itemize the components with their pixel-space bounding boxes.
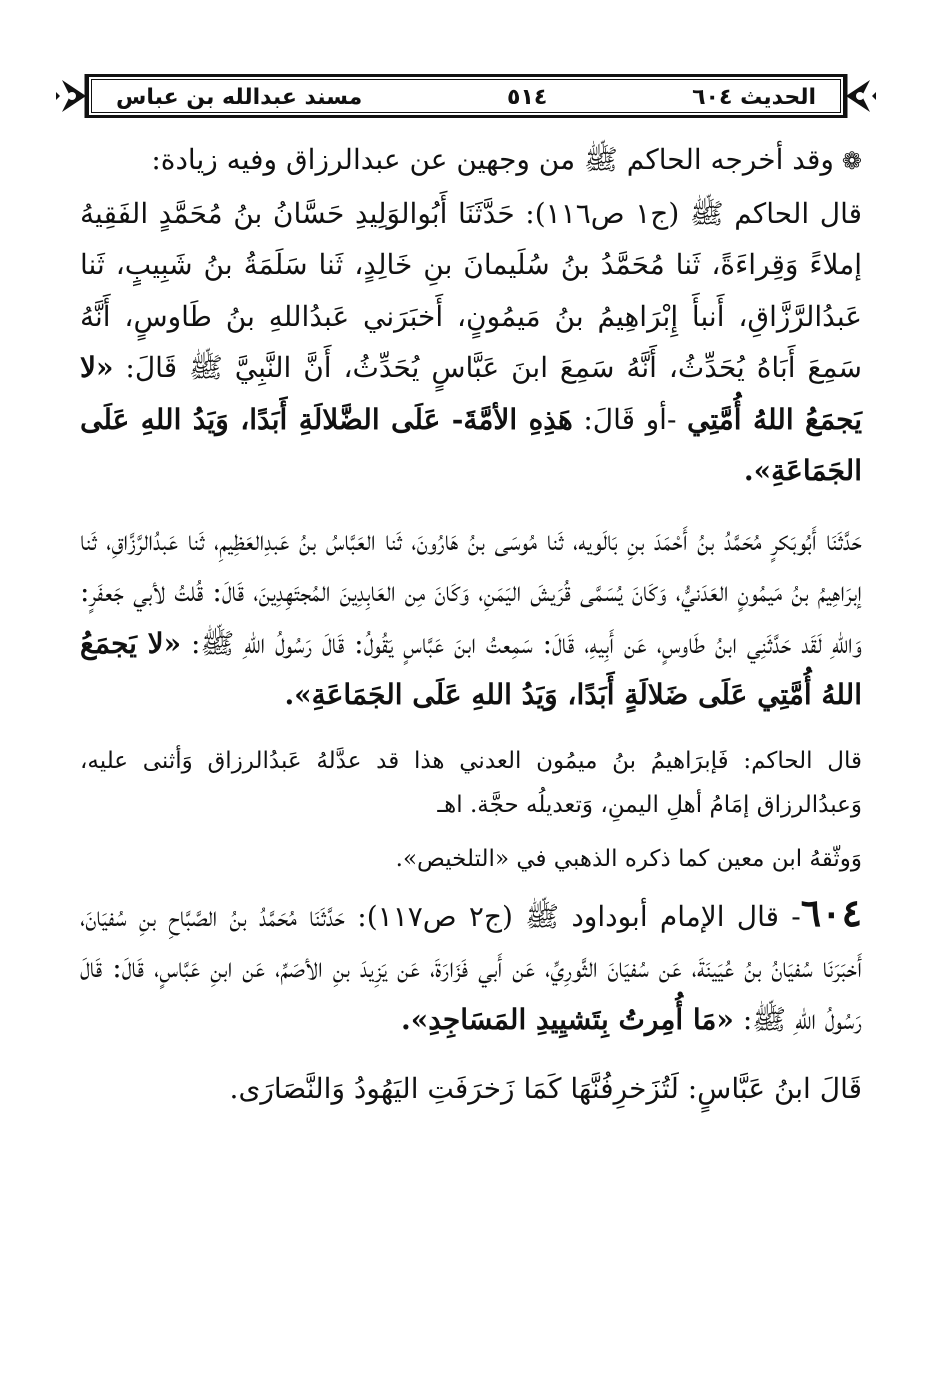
spacer	[80, 721, 862, 739]
hadith-text-2: «لا يَجمَعُ اللهُ أُمَّتِي عَلَى ضَلالَةٍ أَبَدًا، وَيَدُ اللهِ عَلَى الجَمَاعَةِ».	[80, 626, 862, 711]
intro-text: وقد أخرجه الحاكم ﷺ من وجهين عن عبدالرزاق وفيه زيادة:	[151, 143, 834, 176]
hadith-text-1b: هَذِهِ الأمَّةَ- عَلَى الضَّلالَةِ أَبَدًا، وَيَدُ اللهِ عَلَى الجَمَاعَةِ».	[80, 402, 862, 487]
hadith-604-isnad: - قال الإمام أبوداود ﷺ (ج٢ ص١١٧): حَدَّثَنَا مُحَمَّدُ بنُ الصَّبَّاحِ بنِ سُفيَانَ، أَخبَرَنَا سُفيَانُ بنُ عُيَينَةَ، عَن سُفيَانَ الثَّورِيِّ، عَن أَبي فَزَارَةَ، عَن يَزِيدَ بنِ الأصَمِّ، عَن ابنِ عَبَّاسٍ، قَالَ: قَالَ رَسُولُ اللهِ ﷺ:	[80, 899, 862, 1036]
paragraph-hakim-narration-1	[80, 188, 862, 497]
book-title: مسند عبدالله بن عباس	[116, 84, 363, 110]
spacer	[80, 497, 862, 515]
paragraph-hadith-604	[80, 887, 862, 1046]
spacer	[80, 827, 862, 837]
hadith-604-matn: «مَا أُمِرتُ بِتَشيِيدِ المَسَاجِدِ».	[400, 1002, 734, 1036]
hadith-number: ٦٠٤	[800, 889, 862, 935]
spacer	[80, 1045, 862, 1063]
paragraph-ibn-abbas-saying: قَالَ ابنُ عَبَّاسٍ: لَتُزَخرِفُنَّهَا كَمَا زَخرَفَتِ اليَهُودُ وَالنَّصَارَى.	[229, 1072, 862, 1105]
header-ornament-right-icon	[842, 70, 876, 122]
hadith-text-1a: «لا يَجمَعُ اللهُ أُمَّتِي	[80, 351, 862, 436]
page-header	[56, 70, 876, 122]
paragraph-ibn-maeen: وَوثّقهُ ابن معين كما ذكره الذهبي في «التلخيص».	[395, 845, 862, 872]
page-number: ٥١٤	[507, 84, 548, 110]
flower-ornament-icon: ❁	[841, 147, 862, 175]
paragraph-hakim-comment: قال الحاكم: فَإبرَاهيمُ بنُ ميمُون العدني هذا قد عدَّلهُ عَبدُالرزاق وَأثنى عليه، وَعبدُالرزاق إمَامُ أهلِ اليمنِ، وَتعديلُه حجَّة. اهـ	[80, 747, 862, 818]
narrator-aside: -أو قَالَ:	[572, 402, 687, 436]
hadith-label: الحديث ٦٠٤	[692, 84, 816, 110]
header-ornament-left-icon	[56, 70, 90, 122]
paragraph-intro	[80, 134, 862, 188]
narration-1-text: قال الحاكم ﷺ (ج١ ص١١٦): حَدَّثَنَا أَبُوالوَلِيدِ حَسَّانُ بنُ مُحَمَّدٍ الفَقِيهُ إملاءً وَقِراءَةً، ثَنا مُحَمَّدُ بنُ سُلَيمانَ بنِ خَالِدٍ، ثَنا سَلَمَةُ بنُ شَبِيبٍ، ثَنا عَبدُالرَّزَّاقِ، أَنبأَ إِبْرَاهِيمُ بنُ مَيمُونٍ، أَخبَرَني عَبدُاللهِ بنُ طَاوسٍ، أَنَّهُ سَمِعَ أَبَاهُ يُحَدِّثُ، أَنَّهُ سَمِعَ ابنَ عَبَّاسٍ يُحَدِّثُ، أَنَّ النَّبِيَّ ﷺ قَالَ:	[80, 196, 862, 384]
narration-2-text: حَدَّثَنَا أَبُوبَكرٍ مُحَمَّدُ بنُ أَحْمَدَ بنِ بَالَويه، ثَنا مُوسَى بنُ هَارُونَ، ثَنا العَبَّاسُ بنُ عَبدِالعَظِيمِ، ثَنا عَبدُالرَّزَّاقِ، ثَنا إبرَاهِيمُ بنُ مَيمُونٍ العَدَنيُّ، وَكَانَ يُسَمَّى قُرَيشَ اليَمَنِ، وَكَانَ مِن العَابِدِينَ المُجتَهِدِينَ، قَالَ: قُلتُ لأبي جَعفَرٍ: وَاللهِ لَقَد حَدَّثَنِي ابنُ طَاوسٍ، عَن أَبِيهِ، قَالَ: سَمِعتُ ابنَ عَبَّاسٍ يَقُولُ: قَالَ رَسُولُ اللهِ ﷺ:	[80, 523, 862, 660]
header-row	[116, 82, 816, 112]
paragraph-hakim-narration-2	[80, 515, 862, 721]
page-body	[80, 134, 862, 1115]
